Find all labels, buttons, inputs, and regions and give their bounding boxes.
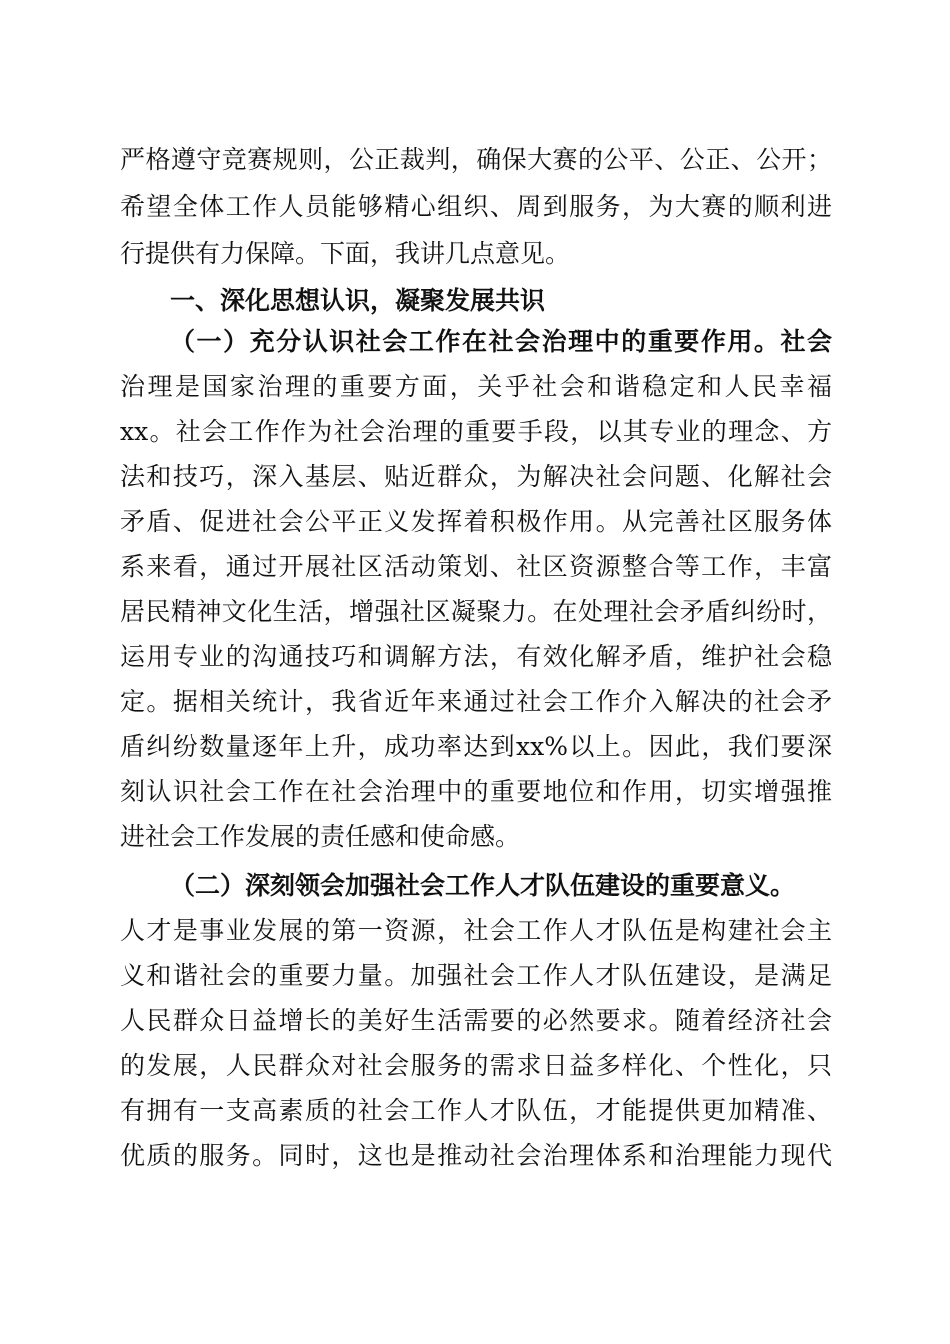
subsection-heading-line: （一）充分认识社会工作在社会治理中的重要作用。社会 (170, 327, 832, 356)
section-heading: 一、深化思想认识，凝聚发展共识 (170, 286, 546, 315)
body-line: 进社会工作发展的责任感和使命感。 (120, 822, 521, 851)
body-line: 人民群众日益增长的美好生活需要的必然要求。随着经济社会 (120, 1006, 832, 1035)
body-line: 法和技巧，深入基层、贴近群众，为解决社会问题、化解社会 (120, 462, 832, 491)
body-line: 严格遵守竞赛规则，公正裁判，确保大赛的公平、公正、公开； (120, 145, 832, 174)
body-line: 盾纠纷数量逐年上升，成功率达到xx%以上。因此，我们要深 (120, 732, 832, 761)
body-line: 治理是国家治理的重要方面，关乎社会和谐稳定和人民幸福 (120, 372, 832, 401)
body-line: 人才是事业发展的第一资源，社会工作人才队伍是构建社会主 (120, 916, 832, 945)
body-line: 义和谐社会的重要力量。加强社会工作人才队伍建设，是满足 (120, 961, 832, 990)
body-line: 优质的服务。同时，这也是推动社会治理体系和治理能力现代 (120, 1141, 832, 1170)
body-line: 系来看，通过开展社区活动策划、社区资源整合等工作，丰富 (120, 552, 832, 581)
body-line: 刻认识社会工作在社会治理中的重要地位和作用，切实增强推 (120, 777, 832, 806)
body-line: 有拥有一支高素质的社会工作人才队伍，才能提供更加精准、 (120, 1096, 832, 1125)
body-line: 的发展，人民群众对社会服务的需求日益多样化、个性化，只 (120, 1051, 832, 1080)
body-line: 定。据相关统计，我省近年来通过社会工作介入解决的社会矛 (120, 687, 832, 716)
body-line: 行提供有力保障。下面，我讲几点意见。 (120, 239, 571, 268)
body-line: 矛盾、促进社会公平正义发挥着积极作用。从完善社区服务体 (120, 507, 832, 536)
body-line: 运用专业的沟通技巧和调解方法，有效化解矛盾，维护社会稳 (120, 642, 832, 671)
body-line: xx。社会工作作为社会治理的重要手段，以其专业的理念、方 (120, 417, 832, 446)
body-line: 希望全体工作人员能够精心组织、周到服务，为大赛的顺利进 (120, 192, 832, 221)
body-line: 居民精神文化生活，增强社区凝聚力。在处理社会矛盾纠纷时， (120, 597, 832, 626)
subsection-heading-line: （二）深刻领会加强社会工作人才队伍建设的重要意义。 (170, 871, 796, 900)
